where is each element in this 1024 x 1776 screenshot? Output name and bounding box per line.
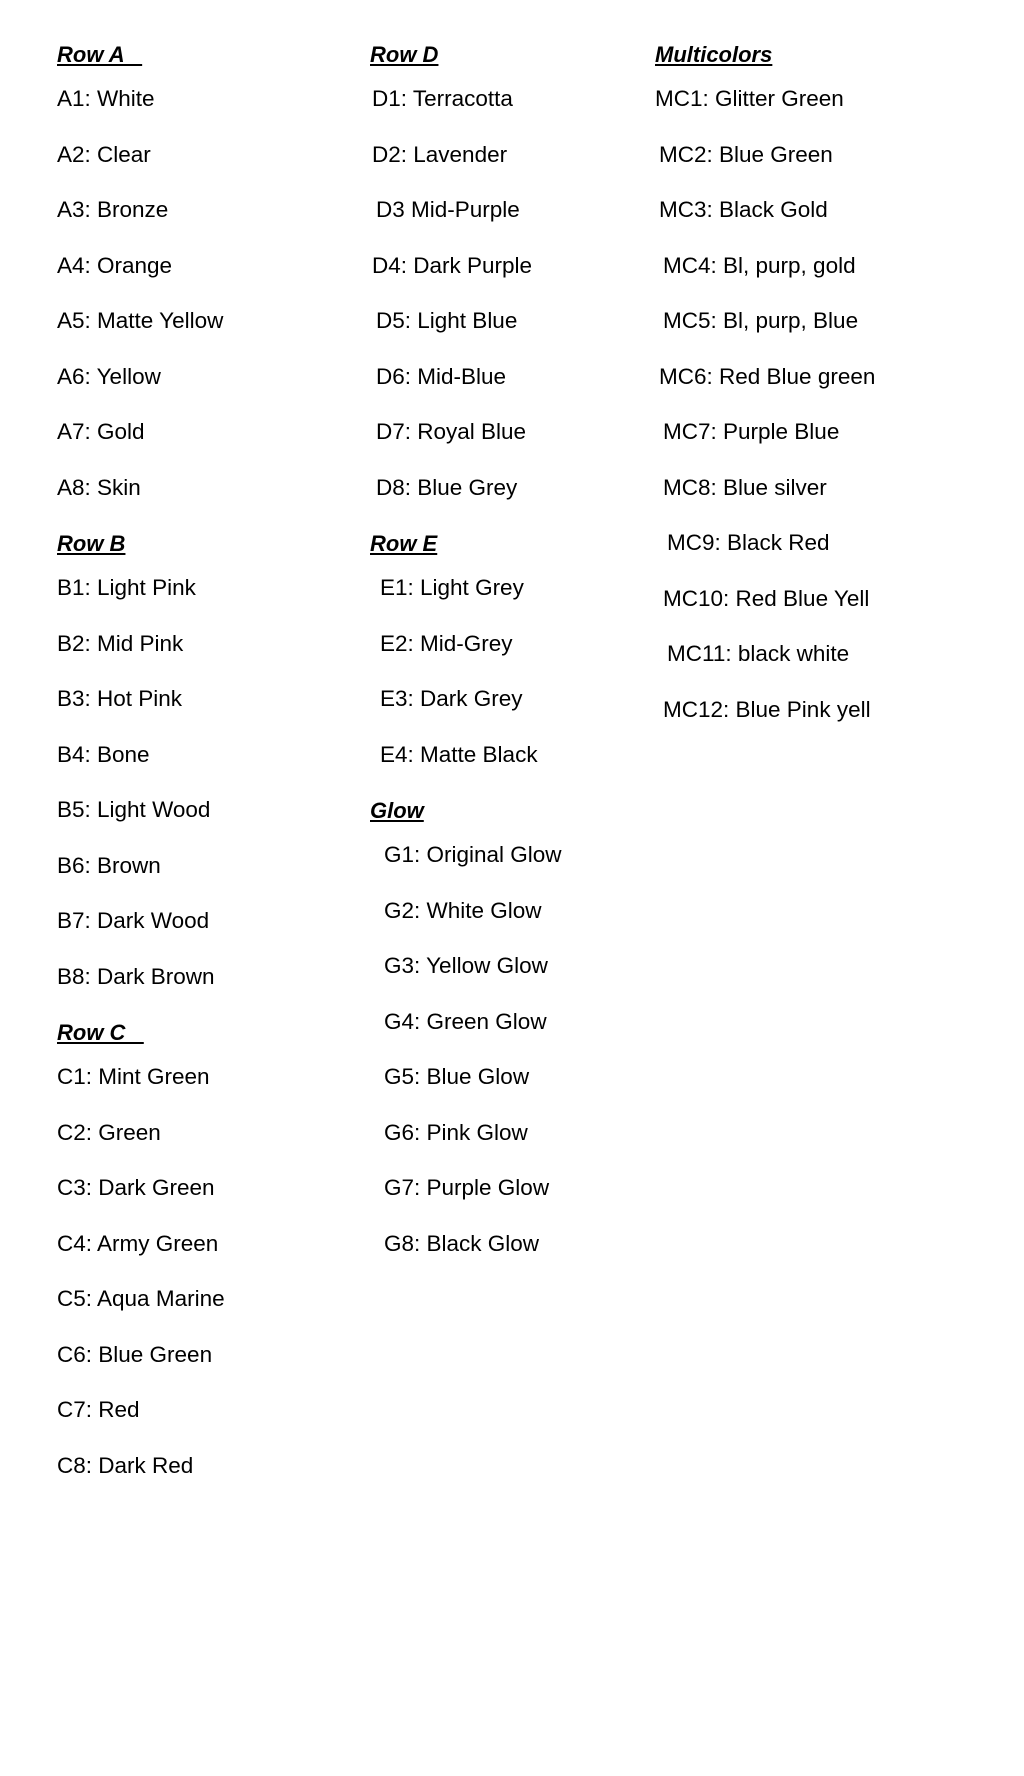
list-item: G3: Yellow Glow bbox=[384, 953, 548, 978]
list-item: G5: Blue Glow bbox=[384, 1064, 530, 1089]
list-item: D2: Lavender bbox=[372, 141, 508, 167]
group-row-c bbox=[57, 1022, 370, 1477]
column-left bbox=[0, 44, 370, 1477]
list-item: MC1: Glitter Green bbox=[655, 86, 844, 111]
list-item: D3 Mid-Purple bbox=[376, 197, 520, 222]
list-item: B4: Bone bbox=[57, 741, 150, 767]
list-item: G6: Pink Glow bbox=[384, 1119, 528, 1145]
group-title-row-c: Row C bbox=[57, 1020, 144, 1045]
group-row-d bbox=[370, 44, 655, 499]
list-item: E2: Mid-Grey bbox=[380, 630, 513, 656]
list-item: A3: Bronze bbox=[57, 197, 169, 222]
list-item: G1: Original Glow bbox=[384, 842, 562, 867]
list-item: A5: Matte Yellow bbox=[57, 308, 224, 333]
list-item: A8: Skin bbox=[57, 474, 141, 500]
group-row-e bbox=[370, 533, 655, 766]
list-item: C6: Blue Green bbox=[57, 1341, 213, 1367]
list-item: B8: Dark Brown bbox=[57, 963, 215, 989]
list-item: MC10: Red Blue Yell bbox=[663, 585, 870, 611]
group-title-row-e: Row E bbox=[370, 531, 438, 556]
list-item: MC11: black white bbox=[667, 641, 850, 666]
list-item: G2: White Glow bbox=[384, 897, 542, 923]
list-item: MC5: Bl, purp, Blue bbox=[663, 308, 859, 333]
list-item: B1: Light Pink bbox=[57, 575, 196, 600]
list-item: MC7: Purple Blue bbox=[663, 419, 840, 444]
group-title-glow: Glow bbox=[370, 798, 424, 823]
list-item: D4: Dark Purple bbox=[372, 252, 533, 278]
group-multicolors bbox=[655, 44, 1024, 721]
list-item: B2: Mid Pink bbox=[57, 630, 184, 656]
list-item: B5: Light Wood bbox=[57, 797, 211, 822]
list-item: C3: Dark Green bbox=[57, 1175, 215, 1200]
list-item: MC8: Blue silver bbox=[663, 474, 827, 500]
column-middle bbox=[370, 44, 655, 1255]
list-item: A1: White bbox=[57, 86, 155, 111]
list-item: G4: Green Glow bbox=[384, 1008, 547, 1034]
list-item: A4: Orange bbox=[57, 252, 173, 278]
list-item: MC4: Bl, purp, gold bbox=[663, 252, 856, 278]
list-item: C8: Dark Red bbox=[57, 1452, 194, 1478]
list-item: MC12: Blue Pink yell bbox=[663, 696, 871, 722]
group-title-row-a: Row A bbox=[57, 42, 143, 67]
list-item: C5: Aqua Marine bbox=[57, 1286, 225, 1311]
list-item: B6: Brown bbox=[57, 852, 161, 878]
list-item: E4: Matte Black bbox=[380, 741, 538, 767]
list-item: E3: Dark Grey bbox=[380, 686, 523, 711]
list-item: D5: Light Blue bbox=[376, 308, 518, 333]
list-item: E1: Light Grey bbox=[380, 575, 524, 600]
group-title-row-b: Row B bbox=[57, 531, 126, 556]
list-item: C2: Green bbox=[57, 1119, 161, 1145]
group-title-row-d: Row D bbox=[370, 42, 439, 67]
list-item: C7: Red bbox=[57, 1397, 140, 1422]
list-item: MC2: Blue Green bbox=[659, 141, 833, 167]
group-title-multicolors: Multicolors bbox=[655, 42, 773, 67]
list-item: MC9: Black Red bbox=[667, 530, 830, 555]
list-item: D1: Terracotta bbox=[372, 86, 513, 111]
list-item: A7: Gold bbox=[57, 419, 145, 444]
list-item: D6: Mid-Blue bbox=[376, 363, 507, 389]
column-right bbox=[655, 44, 1024, 721]
list-item: D8: Blue Grey bbox=[376, 474, 518, 500]
list-item: A6: Yellow bbox=[57, 363, 161, 389]
list-item: D7: Royal Blue bbox=[376, 419, 527, 444]
list-item: A2: Clear bbox=[57, 141, 151, 167]
list-item: B3: Hot Pink bbox=[57, 686, 183, 711]
list-item: MC3: Black Gold bbox=[659, 197, 828, 222]
group-row-a bbox=[57, 44, 370, 499]
list-item: G7: Purple Glow bbox=[384, 1175, 550, 1200]
group-row-b bbox=[57, 533, 370, 988]
list-item: C4: Army Green bbox=[57, 1230, 219, 1256]
group-glow bbox=[370, 800, 655, 1255]
list-item: MC6: Red Blue green bbox=[659, 363, 876, 389]
list-item: B7: Dark Wood bbox=[57, 908, 210, 933]
list-item: C1: Mint Green bbox=[57, 1064, 210, 1089]
list-item: G8: Black Glow bbox=[384, 1230, 540, 1256]
